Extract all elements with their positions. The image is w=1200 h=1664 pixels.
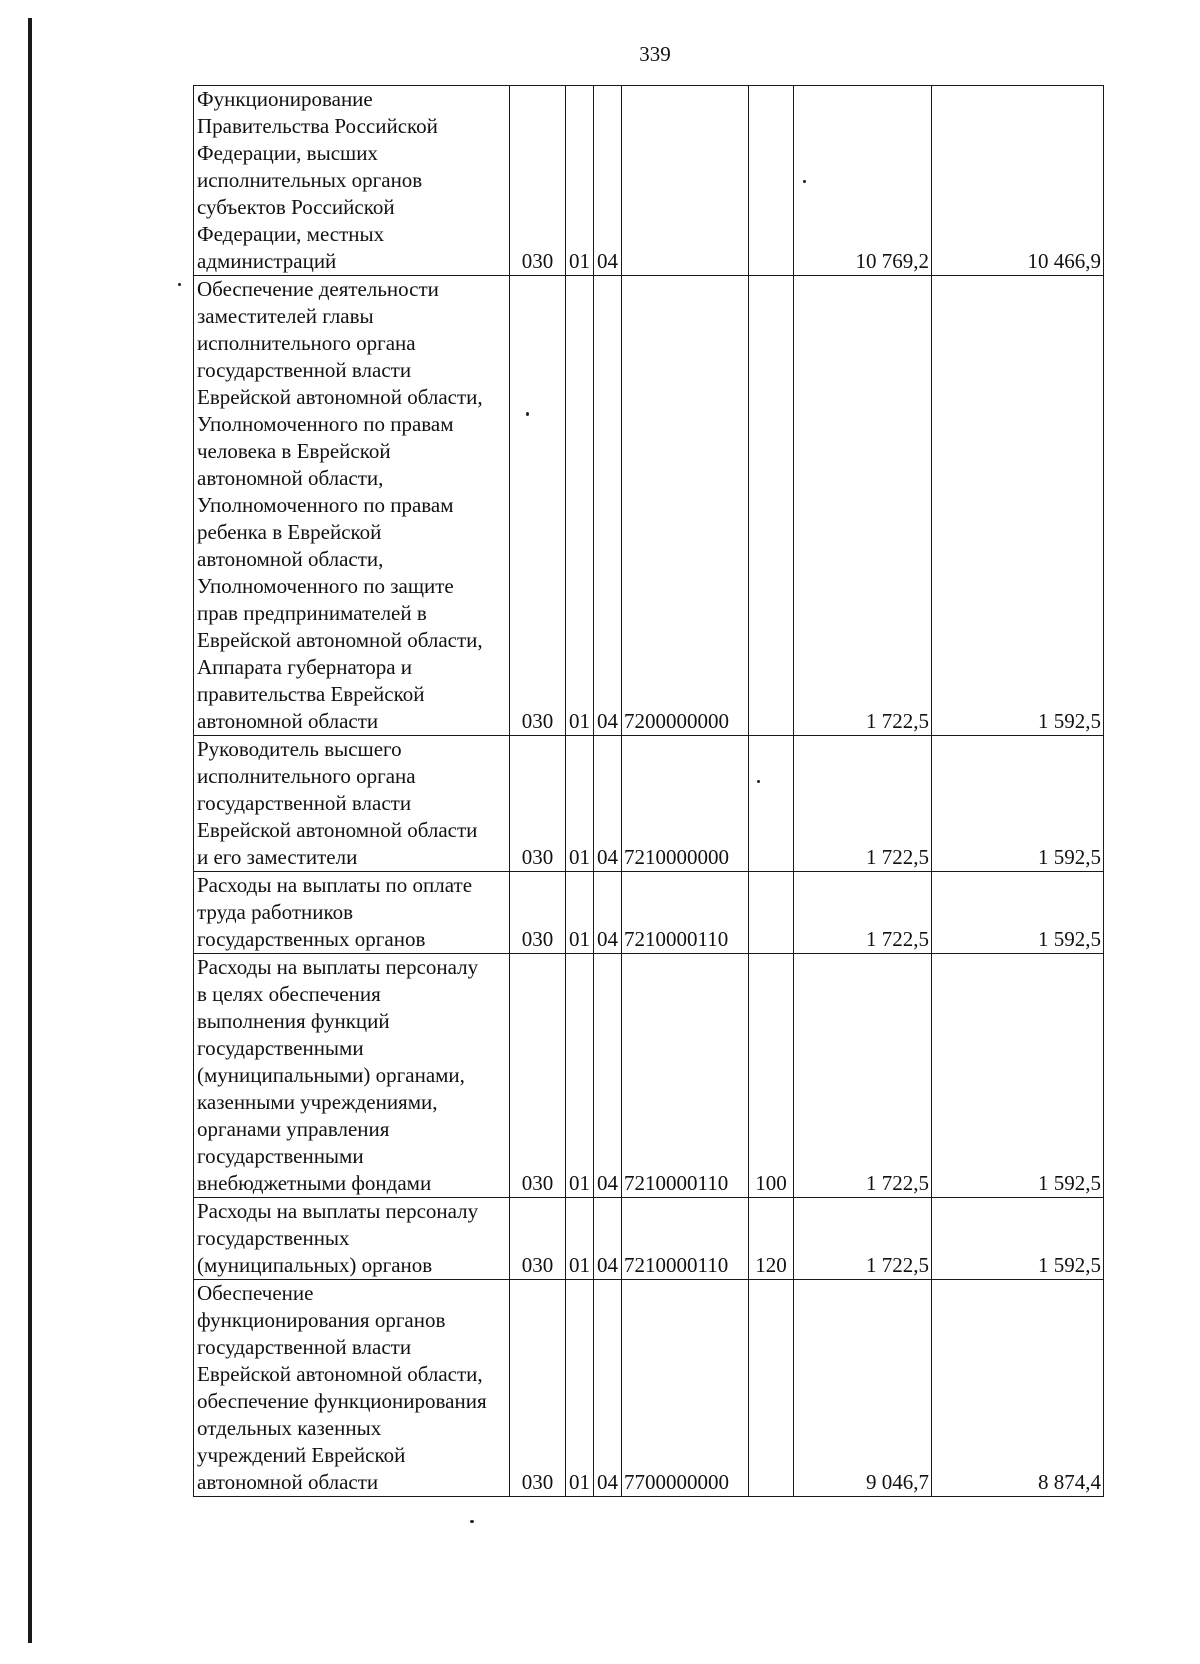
budget-table	[193, 85, 1104, 1497]
table-row	[194, 276, 1104, 736]
subsection-code: 04	[594, 1198, 622, 1280]
sum-year-1: 1 722,5	[794, 872, 932, 954]
subsection-code: 04	[594, 1280, 622, 1497]
row-name: Расходы на выплаты персоналу государственных (муниципальных) органов	[194, 1198, 510, 1280]
row-name: Расходы на выплаты по оплате труда работников государственных органов	[194, 872, 510, 954]
scan-speck	[178, 283, 181, 286]
row-name: Расходы на выплаты персоналу в целях обеспечения выполнения функций государственными (муниципальными) органами, казенными учреждениями, органами управления государственными внебюджетными фондами	[194, 954, 510, 1198]
ministry-code: 030	[510, 954, 566, 1198]
section-code: 01	[566, 1280, 594, 1497]
expense-type-code	[749, 1280, 794, 1497]
sum-year-2: 1 592,5	[932, 1198, 1104, 1280]
expense-type-code: 120	[749, 1198, 794, 1280]
table-row	[194, 1198, 1104, 1280]
subsection-code: 04	[594, 86, 622, 276]
sum-year-1: 10 769,2	[794, 86, 932, 276]
table-row	[194, 1280, 1104, 1497]
sum-year-1: 1 722,5	[794, 954, 932, 1198]
target-article-code: 7210000000	[622, 736, 749, 872]
target-article-code: 7210000110	[622, 872, 749, 954]
section-code: 01	[566, 86, 594, 276]
expense-type-code	[749, 86, 794, 276]
subsection-code: 04	[594, 954, 622, 1198]
row-name: Обеспечение функционирования органов государственной власти Еврейской автономной области, обеспечение функционирования отдельных казенных учреждений Еврейской автономной области	[194, 1280, 510, 1497]
table-row	[194, 954, 1104, 1198]
expense-type-code	[749, 872, 794, 954]
sum-year-1: 1 722,5	[794, 276, 932, 736]
section-code: 01	[566, 954, 594, 1198]
target-article-code: 7700000000	[622, 1280, 749, 1497]
subsection-code: 04	[594, 276, 622, 736]
subsection-code: 04	[594, 736, 622, 872]
sum-year-2: 1 592,5	[932, 736, 1104, 872]
ministry-code: 030	[510, 1280, 566, 1497]
sum-year-2: 1 592,5	[932, 872, 1104, 954]
section-code: 01	[566, 276, 594, 736]
subsection-code: 04	[594, 872, 622, 954]
ministry-code: 030	[510, 276, 566, 736]
section-code: 01	[566, 736, 594, 872]
target-article-code	[622, 86, 749, 276]
sum-year-1: 1 722,5	[794, 1198, 932, 1280]
row-name: Руководитель высшего исполнительного органа государственной власти Еврейской автономной области и его заместители	[194, 736, 510, 872]
budget-table-body	[194, 86, 1104, 1497]
binding-edge-line	[28, 18, 32, 1643]
table-row	[194, 736, 1104, 872]
expense-type-code	[749, 276, 794, 736]
table-row	[194, 86, 1104, 276]
ministry-code: 030	[510, 736, 566, 872]
page-number: 339	[639, 42, 671, 66]
sum-year-2: 1 592,5	[932, 276, 1104, 736]
table-row	[194, 872, 1104, 954]
scan-speck	[470, 1520, 474, 1523]
target-article-code: 7210000110	[622, 1198, 749, 1280]
section-code: 01	[566, 872, 594, 954]
sum-year-1: 1 722,5	[794, 736, 932, 872]
sum-year-1: 9 046,7	[794, 1280, 932, 1497]
row-name: Функционирование Правительства Российской Федерации, высших исполнительных органов субъектов Российской Федерации, местных администраций	[194, 86, 510, 276]
row-name: Обеспечение деятельности заместителей главы исполнительного органа государственной власти Еврейской автономной области, Уполномоченного по правам человека в Еврейской автономной области, Уполномоченного по правам ребенка в Еврейской автономной области, Уполномоченного по защите прав предпринимателей в Еврейской автономной области, Аппарата губернатора и правительства Еврейской автономной области	[194, 276, 510, 736]
section-code: 01	[566, 1198, 594, 1280]
sum-year-2: 10 466,9	[932, 86, 1104, 276]
sum-year-2: 1 592,5	[932, 954, 1104, 1198]
ministry-code: 030	[510, 86, 566, 276]
sum-year-2: 8 874,4	[932, 1280, 1104, 1497]
ministry-code: 030	[510, 1198, 566, 1280]
target-article-code: 7210000110	[622, 954, 749, 1198]
expense-type-code	[749, 736, 794, 872]
ministry-code: 030	[510, 872, 566, 954]
target-article-code: 7200000000	[622, 276, 749, 736]
expense-type-code: 100	[749, 954, 794, 1198]
